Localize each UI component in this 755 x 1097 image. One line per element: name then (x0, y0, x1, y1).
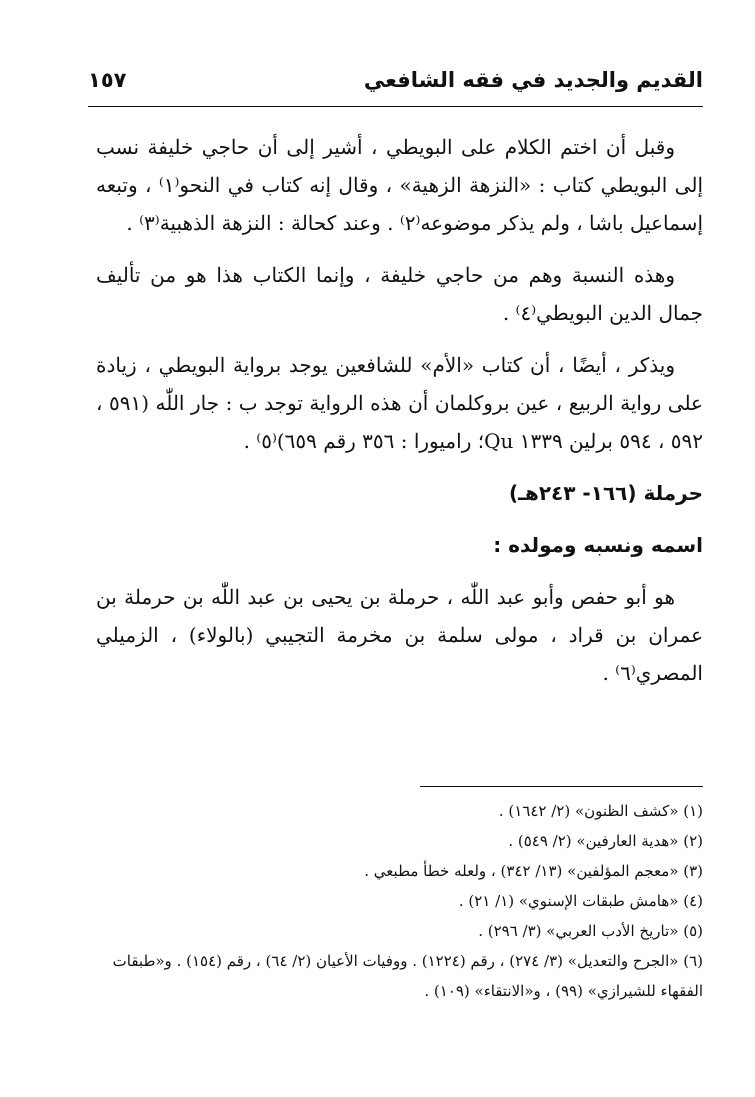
footnote-item: (٦) «الجرح والتعديل» (٣/ ٢٧٤) ، رقم (١٢٢٤) . ووفيات الأعيان (٢/ ٦٤) ، رقم (١٥٤) . و«طبقات الفقهاء للشيرازي» (٩٩) ، و«الانتقاء» (١٠٩) . (112, 952, 703, 1000)
running-title: القديم والجديد في فقه الشافعي (363, 68, 703, 92)
footnote-item: (٥) «تاريخ الأدب العربي» (٣/ ٢٩٦) . (478, 922, 703, 940)
footnote-item: (٣) «معجم المؤلفين» (١٣/ ٣٤٢) ، ولعله خطأ مطبعي . (364, 862, 703, 880)
footnote-item: (٤) «هامش طبقات الإسنوي» (١/ ٢١) . (458, 892, 703, 910)
footnote-separator (420, 786, 703, 787)
paragraph-umm-narration: ويذكر ، أيضًا ، أن كتاب «الأم» للشافعين يوجد برواية البويطي ، زيادة على رواية الربيع ، عين بروكلمان أن هذه الرواية توجد ب : جار اللّٰه (٥٩١ ، ٥٩٢ ، ٥٩٤ برلين ١٣٣٩ Qu؛ راميورا : ٣٥٦ رقم ٦٥٩)⁽٥⁾ . (96, 353, 703, 453)
running-header (88, 68, 703, 102)
section-heading-harmala: حرملة (١٦٦- ٢٤٣هـ) (509, 481, 703, 505)
page-number: ١٥٧ (88, 68, 127, 92)
paragraph-buwayti-attribution: وقبل أن اختم الكلام على البويطي ، أشير إلى أن حاجي خليفة نسب إلى البويطي كتاب : «النزهة الزهية» ، وقال إنه كتاب في النحو⁽١⁾ ، وتبعه إسماعيل باشا ، ولم يذكر موضوعه⁽٢⁾ . وعند كحالة : النزهة الذهبية⁽٣⁾ . (96, 135, 704, 235)
main-text (96, 128, 703, 706)
footnotes (96, 796, 703, 1006)
footnote-item: (٢) «هدية العارفين» (٢/ ٥٤٩) . (508, 832, 703, 850)
subheading-name-lineage: اسمه ونسبه ومولده : (493, 533, 703, 557)
header-rule (88, 106, 703, 107)
footnote-item: (١) «كشف الظنون» (٢/ ١٦٤٢) . (498, 802, 703, 820)
paragraph-attribution-error: وهذه النسبة وهم من حاجي خليفة ، وإنما الكتاب هذا هو من تأليف جمال الدين البويطي⁽٤⁾ . (96, 263, 703, 325)
paragraph-harmala-lineage: هو أبو حفص وأبو عبد اللّٰه ، حرملة بن يحيى بن عبد اللّٰه بن حرملة بن عمران بن قراد ، مولى سلمة بن مخرمة التجيبي (بالولاء) ، الزميلي المصري⁽٦⁾ . (96, 585, 703, 685)
